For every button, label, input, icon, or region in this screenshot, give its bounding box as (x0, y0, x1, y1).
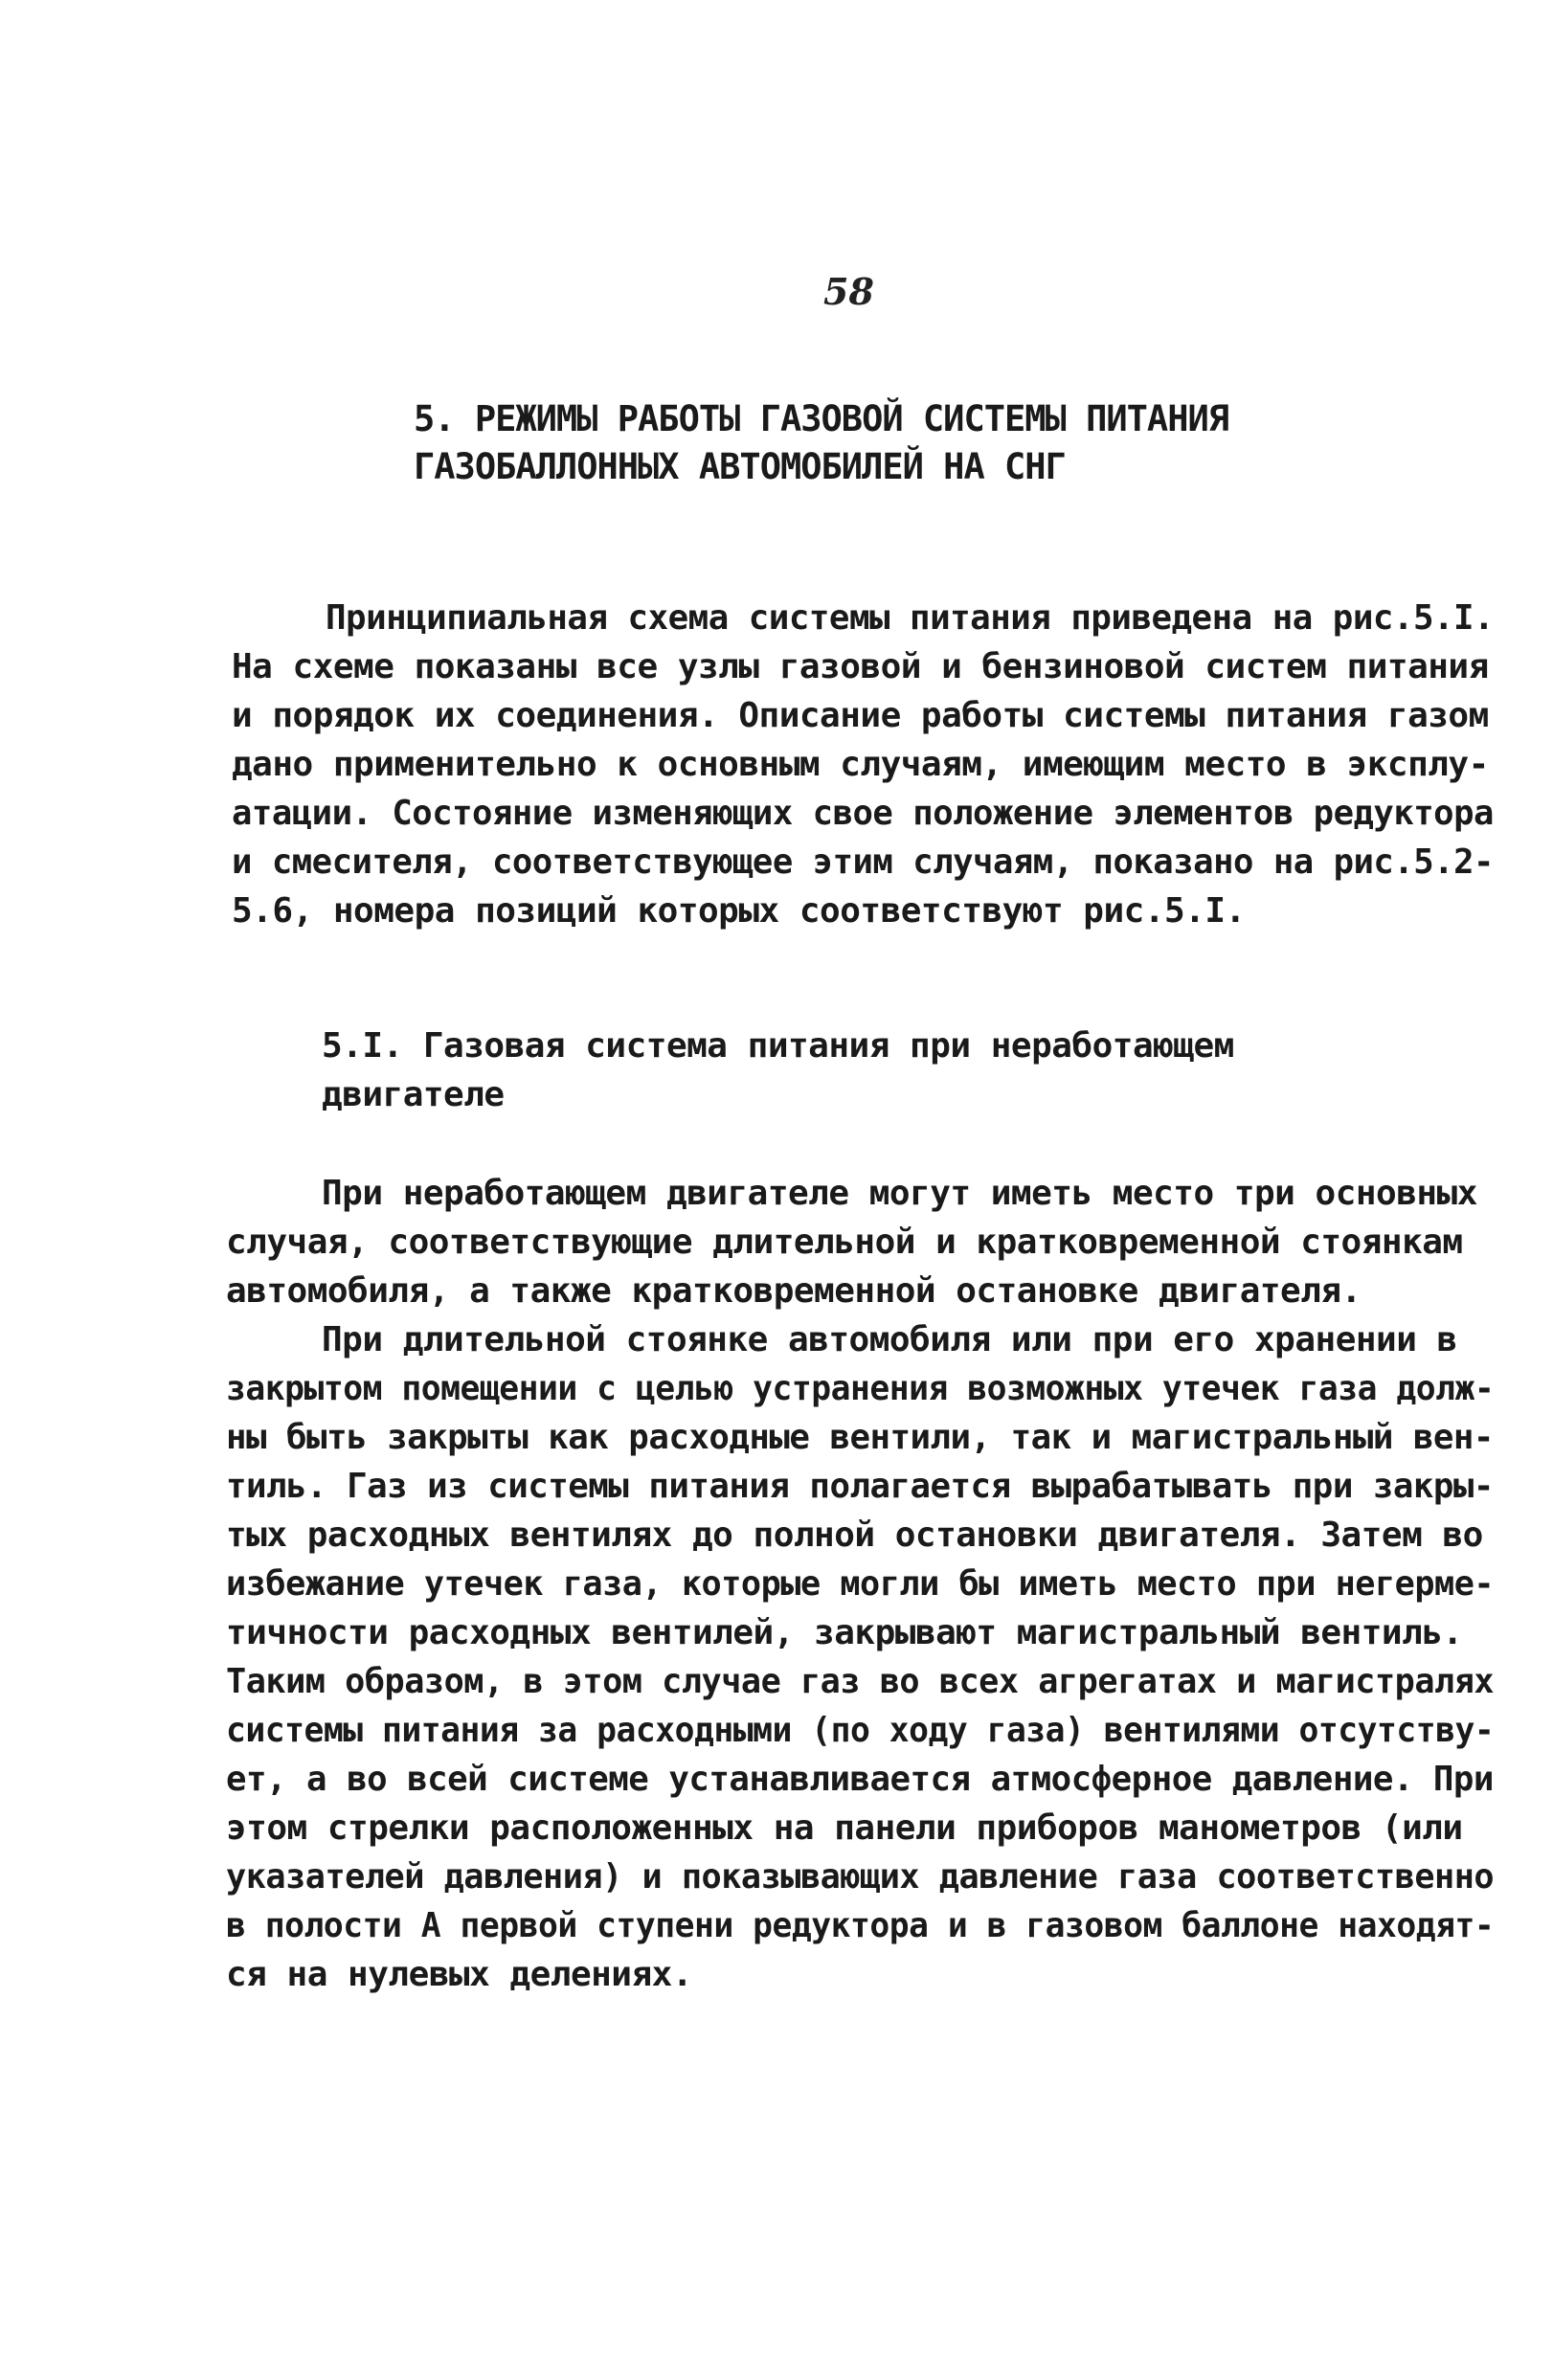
paragraph-2-line-7: тичности расходных вентилей, закрывают магистральный вентиль. (226, 1613, 1463, 1652)
intro-line-6: и смесителя, соответствующее этим случаям, показано на рис.5.2- (232, 842, 1494, 882)
paragraph-2-line-5: тых расходных вентилях до полной остановки двигателя. Затем во (226, 1516, 1483, 1555)
intro-line-3: и порядок их соединения. Описание работы системы питания газом (232, 696, 1489, 735)
paragraph-2-line-4: тиль. Газ из системы питания полагается вырабатывать при закры- (226, 1467, 1494, 1506)
paragraph-1-line-2: случая, соответствующие длительной и кратковременной стоянкам (226, 1223, 1463, 1262)
intro-line-1: Принципиальная схема системы питания приведена на рис.5.I. (326, 598, 1495, 638)
paragraph-2-line-3: ны быть закрыты как расходные вентили, так и магистральный вен- (226, 1418, 1494, 1457)
paragraph-2-line-13: в полости А первой ступени редуктора и в газовом баллоне находят- (226, 1906, 1495, 1945)
intro-line-5: атации. Состояние изменяющих свое положение элементов редуктора (232, 794, 1494, 833)
section-heading-line-2: двигателе (322, 1075, 505, 1114)
section-heading-line-1: 5.I. Газовая система питания при неработающем (322, 1026, 1234, 1066)
paragraph-1-line-1: При неработающем двигателе могут иметь место три основных (322, 1174, 1477, 1213)
paragraph-2-line-9: системы питания за расходными (по ходу газа) вентилями отсутству- (226, 1711, 1495, 1750)
intro-line-2: На схеме показаны все узлы газовой и бензиновой систем питания (232, 647, 1489, 686)
paragraph-2-line-2: закрытом помещении с целью устранения возможных утечек газа долж- (226, 1369, 1495, 1408)
paragraph-2-line-14: ся на нулевых делениях. (226, 1955, 692, 1994)
intro-line-7: 5.6, номера позиций которых соответствуют рис.5.I. (232, 891, 1246, 931)
paragraph-2-line-6: избежание утечек газа, которые могли бы иметь место при негерме- (226, 1564, 1495, 1604)
paragraph-2-line-12: указателей давления) и показывающих давление газа соответственно (226, 1857, 1495, 1897)
chapter-heading-line-1: 5. РЕЖИМЫ РАБОТЫ ГАЗОВОЙ СИСТЕМЫ ПИТАНИЯ (414, 398, 1229, 439)
chapter-heading-line-2: ГАЗОБАЛЛОННЫХ АВТОМОБИЛЕЙ НА СНГ (414, 446, 1066, 487)
paragraph-1-line-3: автомобиля, а также кратковременной остановке двигателя. (226, 1271, 1362, 1311)
paragraph-2-line-10: ет, а во всей системе устанавливается атмосферное давление. При (226, 1760, 1494, 1799)
paragraph-2-line-1: При длительной стоянке автомобиля или при его хранении в (322, 1320, 1457, 1359)
paragraph-2-line-11: этом стрелки расположенных на панели приборов манометров (или (226, 1808, 1463, 1848)
intro-line-4: дано применительно к основным случаям, имеющим место в эксплу- (232, 745, 1489, 784)
page-number: 58 (823, 270, 874, 313)
paragraph-2-line-8: Таким образом, в этом случае газ во всех агрегатах и магистралях (226, 1662, 1495, 1701)
